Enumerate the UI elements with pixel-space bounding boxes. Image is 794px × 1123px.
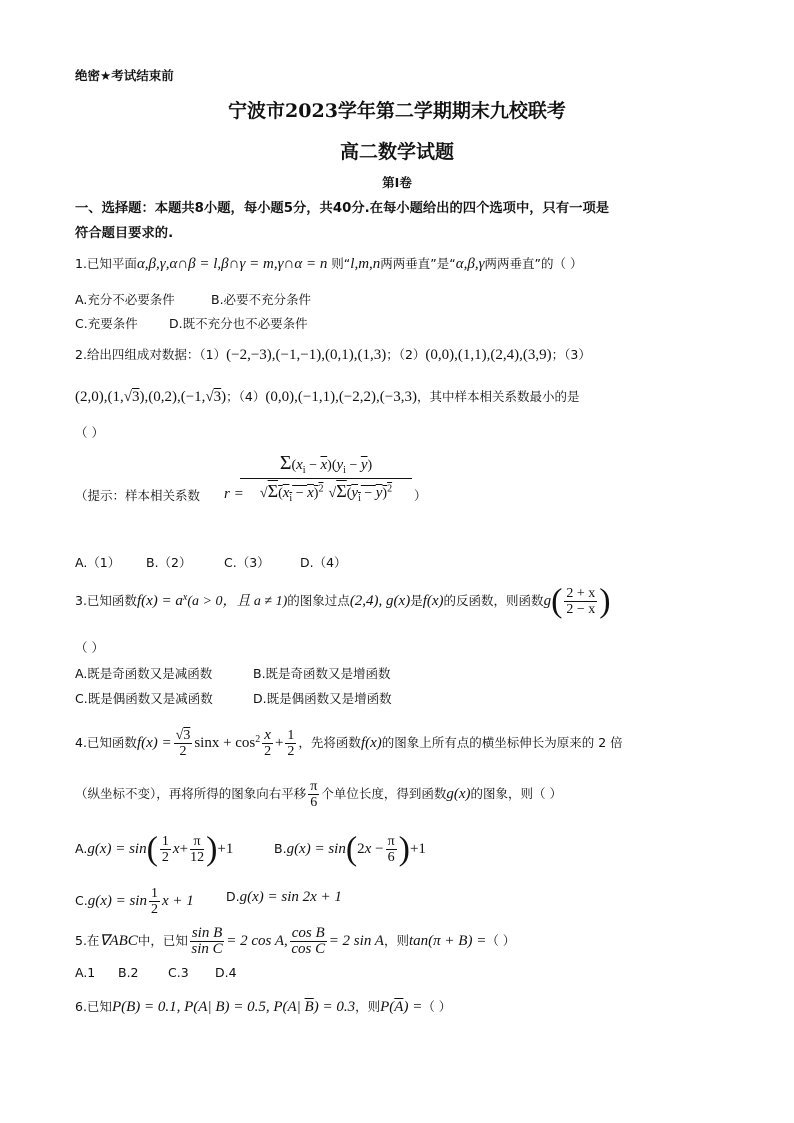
section-heading-line1: 一、选择题：本题共8小题，每小题5分，共40分.在每小题给出的四个选项中，只有一项是	[75, 201, 610, 216]
confidential-mark: 绝密★考试结束前	[75, 68, 174, 83]
q3-option-a: A.既是奇函数又是减函数	[75, 666, 213, 681]
question-6: 6.已知P(B) = 0.1, P(A| B) = 0.5, P(A| $\overline{B}) = 0.3$，则$P(\overline{A})$ =（ ）	[75, 999, 452, 1015]
q3-option-b: B.既是奇函数又是增函数	[253, 666, 391, 681]
q2-option-a: A.（1）	[75, 555, 121, 570]
q2-option-b: B.（2）	[146, 555, 192, 570]
question-3: 3.已知函数$f(x) = a^x(a > 0$，且 a ≠ 1)的图象过点(2,4), g(x)是f(x)的反函数，则函数g( $\frac{2 + x}{2 - x}$ )	[75, 582, 611, 620]
q5-option-a: A.1	[75, 965, 96, 980]
formula-numerator: $\Sigma(x_i - \overline{x})(y_i - \overline{y})$	[279, 452, 373, 476]
q3-answer-blank: （ ）	[75, 640, 104, 655]
question-4-line1: 4.已知函数f(x) = $\frac{√3}{2}$ $\sin x + \cos^2$ $\frac{x}{2}$ + $\frac{1}{2}$ ，先将函数f(x)的图象上所有点的横坐标伸长为原来的 2 倍	[75, 727, 623, 759]
q2-hint-close: ）	[414, 488, 427, 503]
q3-option-d: D.既是偶函数又是增函数	[253, 691, 392, 706]
q2-answer-blank: （ ）	[75, 425, 104, 440]
q5-option-b: B.2	[118, 965, 139, 980]
section-heading-line2: 符合题目要求的.	[75, 226, 174, 241]
formula-denominator: $√\Sigma(x_i - x)^2$ $√\Sigma(y_i - y)^2$	[240, 478, 412, 504]
q5-option-d: D.4	[215, 965, 237, 980]
q1-option-a: A.充分不必要条件	[75, 292, 175, 307]
q4-option-c: C.g(x) = sin $\frac{1}{2}$ x + 1	[75, 886, 194, 917]
q3-option-c: C.既是偶函数又是减函数	[75, 691, 213, 706]
exam-subtitle: 高二数学试题	[339, 141, 454, 163]
volume-label: 第I卷	[382, 175, 412, 190]
q2-hint-text: （提示：样本相关系数	[75, 488, 201, 503]
q1-option-d: D.既不充分也不必要条件	[169, 316, 308, 331]
exam-title: 宁波市2023学年第二学期期末九校联考	[228, 100, 566, 122]
q1-option-b: B.必要不充分条件	[211, 292, 312, 307]
question-1: 1.已知平面α,β,γ,α∩β = l,β∩γ = m,γ∩α = n 则“l,m,n两两垂直”是“α,β,γ两两垂直”的（ ）	[75, 256, 583, 272]
question-2-line2: (2,0),(1,√3),(0,2),(−1,√3)；（4）(0,0),(−1,1),(−2,2),(−3,3)，其中样本相关系数最小的是	[75, 389, 580, 405]
q2-option-c: C.（3）	[224, 555, 270, 570]
q4-option-d: D.g(x) = sin 2x + 1	[226, 889, 342, 905]
question-5: 5.在∇ABC中，已知 $\frac{\text{sin B}}{\text{sin C}}$ = 2 cos A, $\frac{\text{cos B}}{\text{cos C}}$ = 2 sin A，则tan(π + B) =（ ）	[75, 925, 516, 957]
question-4-line2: （纵坐标不变），再将所得的图象向右平移 $\frac{\pi}{6}$ 个单位长度，得到函数g(x)的图象，则（ ）	[75, 779, 562, 810]
q1-option-c: C.充要条件	[75, 316, 138, 331]
question-2-line1: 2.给出四组成对数据：（1）(−2,−3),(−1,−1),(0,1),(1,3)；（2）(0,0),(1,1),(2,4),(3,9)；（3）	[75, 347, 591, 363]
q4-option-a: A.g(x) = sin( $\frac{1}{2}$ x+ $\frac{\pi}{12}$ )+1	[75, 830, 234, 868]
correlation-formula	[240, 452, 412, 504]
q4-option-b: B.g(x) = sin(2x − $\frac{\pi}{6}$ )+1	[274, 830, 426, 868]
hint-r-symbol: r =	[224, 486, 244, 502]
q5-option-c: C.3	[168, 965, 189, 980]
q2-option-d: D.（4）	[300, 555, 347, 570]
